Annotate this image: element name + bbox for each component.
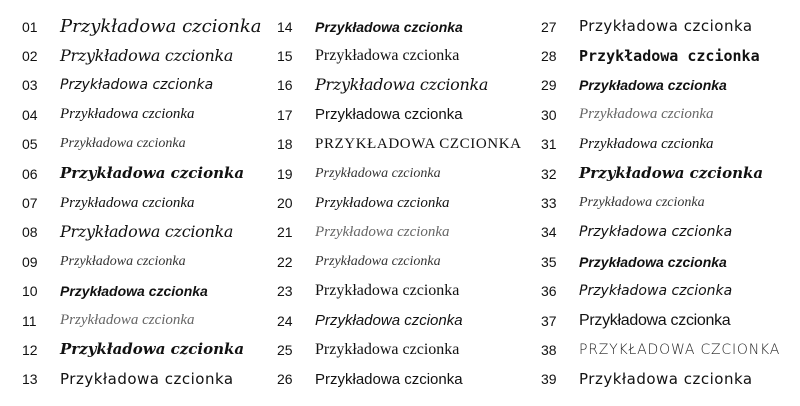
font-number: 08 <box>22 224 38 241</box>
font-number: 01 <box>22 18 38 35</box>
font-number: 30 <box>541 106 557 123</box>
font-sample-row <box>277 247 537 276</box>
font-sample-text: Przykładowa czcionka <box>60 369 234 388</box>
font-sample-text: Przykładowa czcionka <box>60 164 245 183</box>
font-number: 03 <box>22 77 38 94</box>
font-sample-text: Przykładowa czcionka <box>60 312 195 329</box>
font-sample-text: Przykładowa czcionka <box>315 18 463 35</box>
font-sample-text: Przykładowa czcionka <box>60 77 214 94</box>
font-number: 20 <box>277 195 293 212</box>
font-sample-row <box>22 159 282 188</box>
font-number: 05 <box>22 136 38 153</box>
font-sample-row <box>277 41 537 70</box>
font-sample-text: Przykładowa czcionka <box>315 282 460 300</box>
font-sample-row <box>22 130 282 159</box>
font-sample-text: Przykładowa czcionka <box>579 17 753 36</box>
font-number: 25 <box>277 341 293 358</box>
font-sample-row <box>22 100 282 129</box>
font-number: 34 <box>541 224 557 241</box>
font-number: 09 <box>22 253 38 270</box>
font-number: 07 <box>22 195 38 212</box>
font-number: 36 <box>541 283 557 300</box>
font-number: 38 <box>541 341 557 358</box>
font-sample-row <box>277 71 537 100</box>
font-sample-row <box>541 188 800 217</box>
font-number: 10 <box>22 283 38 300</box>
font-sample-text: Przykładowa czcionka <box>315 370 463 388</box>
font-sample-text: Przykładowa czcionka <box>579 77 727 94</box>
font-sample-text: Przykładowa czcionka <box>579 224 733 241</box>
font-sample-text: Przykładowa czcionka <box>315 75 489 95</box>
font-sample-text: Przykładowa czcionka <box>315 223 450 240</box>
font-sample-row <box>22 71 282 100</box>
font-sample-row <box>277 130 537 159</box>
font-sample-text: Przykładowa czcionka <box>60 222 234 242</box>
font-sample-row <box>541 218 800 247</box>
font-sample-row <box>541 277 800 306</box>
font-number: 21 <box>277 224 293 241</box>
font-number: 04 <box>22 106 38 123</box>
font-number: 24 <box>277 312 293 329</box>
font-number: 33 <box>541 195 557 212</box>
font-number: 23 <box>277 283 293 300</box>
font-number: 17 <box>277 106 293 123</box>
font-sample-text: Przykładowa czcionka <box>60 340 245 359</box>
font-sample-row <box>541 130 800 159</box>
font-number: 15 <box>277 48 293 65</box>
font-sample-row <box>541 71 800 100</box>
font-number: 19 <box>277 165 293 182</box>
font-sample-row <box>277 100 537 129</box>
font-sample-text: Przykładowa czcionka <box>315 106 463 124</box>
font-sample-text: Przykładowa czcionka <box>60 253 186 269</box>
font-sample-row <box>277 335 537 364</box>
font-sample-text: Przykładowa czcionka <box>60 46 234 66</box>
font-number: 18 <box>277 136 293 153</box>
font-sample-text: Przykładowa czcionka <box>579 369 753 388</box>
font-number: 12 <box>22 341 38 358</box>
font-sample-row <box>22 247 282 276</box>
font-sample-text: Przykładowa czcionka <box>579 311 731 329</box>
font-sample-row <box>22 365 282 394</box>
font-number: 35 <box>541 253 557 270</box>
font-column-3 <box>541 12 800 394</box>
font-sample-text: Przykładowa czcionka <box>315 194 450 211</box>
font-number: 11 <box>22 312 37 329</box>
font-sample-row <box>22 335 282 364</box>
font-sample-text: Przykładowa czcionka <box>315 340 460 358</box>
font-number: 22 <box>277 253 293 270</box>
font-sample-row <box>277 365 537 394</box>
font-sample-row <box>541 365 800 394</box>
font-number: 27 <box>541 18 557 35</box>
font-sample-row <box>277 188 537 217</box>
font-number: 29 <box>541 77 557 94</box>
font-number: 26 <box>277 371 293 388</box>
font-sample-row <box>22 218 282 247</box>
font-number: 39 <box>541 371 557 388</box>
font-sample-row <box>22 277 282 306</box>
font-sample-row <box>277 159 537 188</box>
font-sample-row <box>22 41 282 70</box>
font-number: 06 <box>22 165 38 182</box>
font-sample-text: Przykładowa czcionka <box>315 47 460 65</box>
font-sample-text: Przykładowa czcionka <box>60 15 262 37</box>
font-sample-row <box>541 247 800 276</box>
font-sample-row <box>277 306 537 335</box>
font-sample-text: Przykładowa czcionka <box>579 135 714 152</box>
font-number: 16 <box>277 77 293 94</box>
font-sample-text: Przykładowa czcionka <box>315 253 441 269</box>
font-sample-text: Przykładowa czcionka <box>60 283 208 300</box>
font-number: 14 <box>277 18 293 35</box>
font-sample-row <box>277 218 537 247</box>
font-sample-row <box>277 277 537 306</box>
font-column-2 <box>277 12 537 394</box>
font-sample-text: Przykładowa czcionka <box>60 106 195 123</box>
font-sample-row <box>541 159 800 188</box>
font-number: 32 <box>541 165 557 182</box>
font-sample-text: PRZYKŁADOWA CZCIONKA <box>579 341 781 358</box>
font-sample-text: Przykładowa czcionka <box>315 165 441 181</box>
font-sample-text: PRZYKŁADOWA CZCIONKA <box>315 135 522 152</box>
font-sample-text: Przykładowa czcionka <box>579 164 764 183</box>
font-sample-text: Przykładowa czcionka <box>579 253 727 270</box>
font-number: 13 <box>22 371 38 388</box>
font-sample-text: Przykładowa czcionka <box>579 46 760 65</box>
font-sample-row <box>541 41 800 70</box>
font-number: 37 <box>541 312 557 329</box>
font-sample-text: Przykładowa czcionka <box>60 194 195 211</box>
font-number: 02 <box>22 48 38 65</box>
font-sample-row <box>22 12 282 41</box>
font-sample-row <box>22 306 282 335</box>
font-sample-row <box>541 100 800 129</box>
font-column-1 <box>22 12 282 394</box>
font-sample-text: Przykładowa czcionka <box>315 312 463 330</box>
font-sample-row <box>541 335 800 364</box>
font-sample-row <box>541 306 800 335</box>
font-sample-text: Przykładowa czcionka <box>60 136 186 152</box>
font-sample-text: Przykładowa czcionka <box>579 195 705 211</box>
font-sample-row <box>22 188 282 217</box>
font-sample-row <box>277 12 537 41</box>
font-number: 31 <box>541 136 557 153</box>
font-number: 28 <box>541 48 557 65</box>
font-sample-row <box>541 12 800 41</box>
font-sample-text: Przykładowa czcionka <box>579 106 714 123</box>
font-sample-text: Przykładowa czcionka <box>579 283 733 300</box>
